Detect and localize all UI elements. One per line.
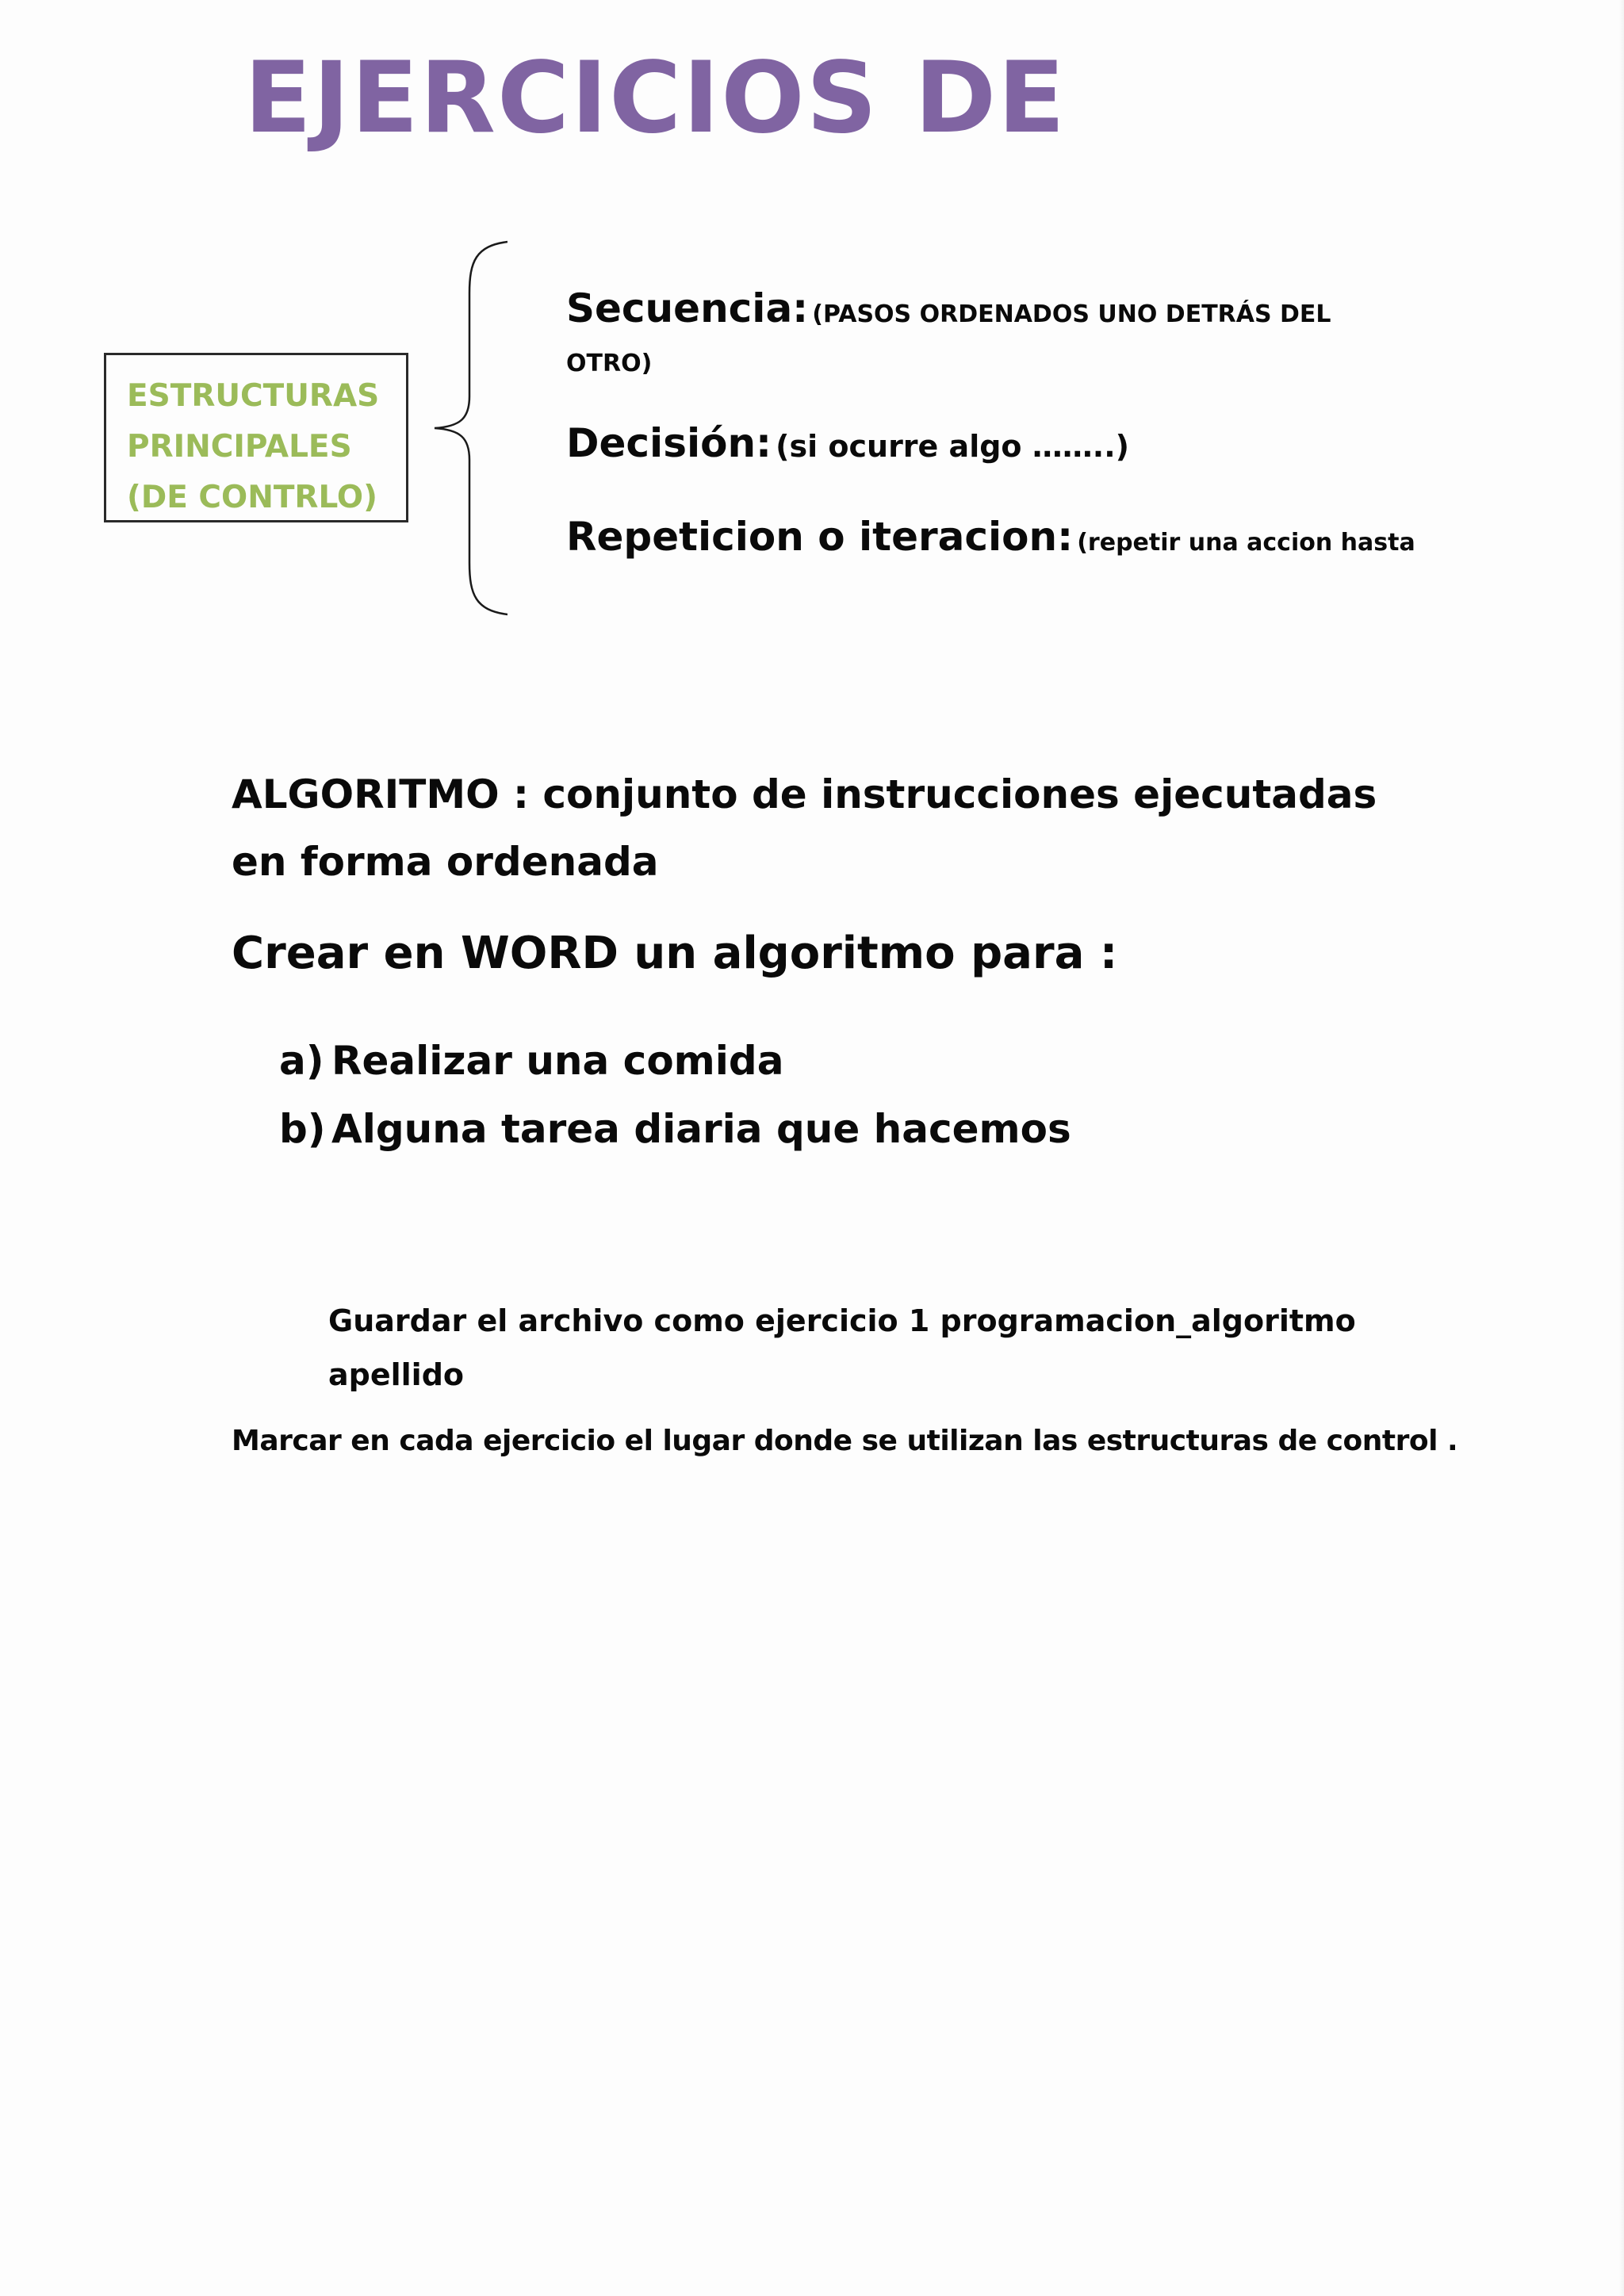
repetition-label: Repeticion o iteracion: (566, 515, 1074, 560)
save-instructions (328, 1294, 1356, 1402)
structures-box (104, 353, 408, 522)
list-item-label: a) (279, 1038, 324, 1084)
structure-sequence (566, 287, 1331, 331)
list-item (279, 1095, 1071, 1163)
page-title: EJERCICIOS DE (244, 41, 1067, 155)
algorithm-line-1: ALGORITMO : conjunto de instrucciones ejecutadas (232, 771, 1377, 817)
sequence-label: Secuencia: (566, 285, 809, 331)
task-list (279, 1027, 1071, 1163)
list-item-text: Alguna tarea diaria que hacemos (331, 1106, 1071, 1152)
task-heading: Crear en WORD un algoritmo para : (232, 928, 1118, 979)
decision-desc: (si ocurre algo ……..) (776, 429, 1129, 464)
repetition-desc: (repetir una accion hasta (1077, 529, 1415, 557)
sequence-desc-cont: OTRO) (566, 350, 653, 377)
sequence-desc: (PASOS ORDENADOS UNO DETRÁS DEL (812, 300, 1331, 328)
mark-instructions: Marcar en cada ejercicio el lugar donde se utilizan las estructuras de control . (232, 1425, 1458, 1457)
list-item-label: b) (279, 1106, 326, 1152)
save-line-2: apellido (328, 1357, 464, 1392)
list-item-text: Realizar una comida (331, 1038, 784, 1084)
structure-decision (566, 422, 1129, 465)
box-line-1: ESTRUCTURAS (127, 378, 380, 414)
save-line-1: Guardar el archivo como ejercicio 1 programacion_algoritmo (328, 1303, 1356, 1338)
page-edge-shadow (1619, 0, 1624, 2296)
box-line-3: (DE CONTRLO) (127, 480, 377, 515)
decision-label: Decisión: (566, 420, 772, 466)
box-line-2: PRINCIPALES (127, 429, 352, 465)
algorithm-definition (232, 761, 1377, 896)
algorithm-line-2: en forma ordenada (232, 839, 659, 885)
list-item (279, 1027, 1071, 1095)
curly-brace-icon (428, 238, 508, 618)
structure-repetition (566, 515, 1415, 560)
